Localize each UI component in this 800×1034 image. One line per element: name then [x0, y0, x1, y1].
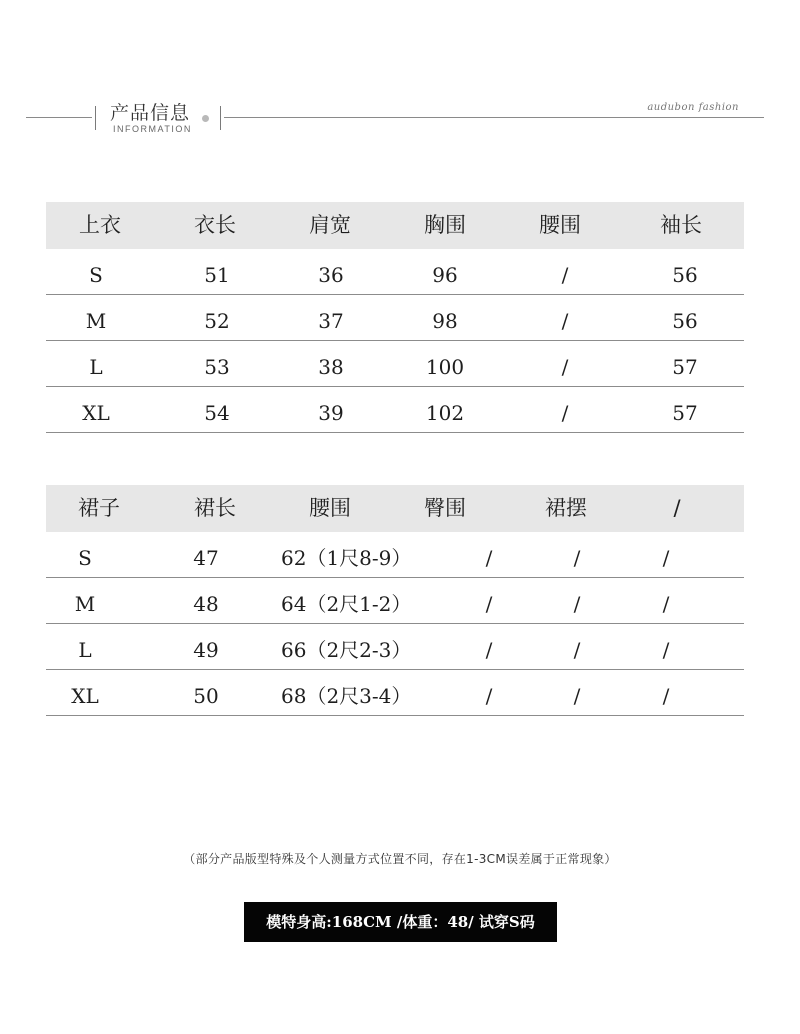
- top-table-cell: /: [561, 355, 569, 379]
- skirt-table-cell: 68（2尺3-4）: [281, 684, 412, 708]
- top-table-cell: 54: [204, 401, 230, 425]
- top-table-cell: 36: [318, 263, 344, 287]
- top-header-cell: 胸围: [424, 213, 466, 237]
- top-table-cell: XL: [82, 401, 110, 425]
- header-divider-left: [95, 106, 96, 130]
- top-table-cell: L: [89, 355, 103, 379]
- skirt-table-cell: /: [573, 546, 581, 570]
- top-table-cell: 102: [425, 401, 465, 425]
- top-table-cell: S: [89, 263, 103, 287]
- header-divider-right: [220, 106, 221, 130]
- skirt-table-cell: M: [74, 592, 96, 616]
- skirt-table-cell: S: [78, 546, 92, 570]
- skirt-table-cell: /: [573, 684, 581, 708]
- skirt-header-cell: 裙摆: [545, 496, 587, 520]
- skirt-table-cell: XL: [71, 684, 99, 708]
- top-header-cell: 袖长: [660, 213, 702, 237]
- skirt-table-cell: /: [573, 638, 581, 662]
- top-table-cell: 53: [204, 355, 230, 379]
- top-table-row: [46, 341, 744, 387]
- skirt-table-cell: /: [662, 638, 670, 662]
- skirt-table-body: [46, 532, 744, 716]
- top-table-header: [46, 202, 744, 249]
- top-table-cell: 96: [432, 263, 458, 287]
- skirt-table-row: [46, 624, 744, 670]
- skirt-table-header: [46, 485, 744, 532]
- top-table-cell: M: [85, 309, 107, 333]
- skirt-table-cell: 47: [193, 546, 219, 570]
- top-table-row: [46, 295, 744, 341]
- skirt-table-cell: 62（1尺8-9）: [281, 546, 412, 570]
- header-rule-right: [224, 117, 764, 118]
- top-table-cell: 38: [318, 355, 344, 379]
- skirt-header-cell: 裙长: [194, 496, 236, 520]
- skirt-header-cell: /: [673, 496, 681, 520]
- measurement-note: （部分产品版型特殊及个人测量方式位置不同，存在1-3CM误差属于正常现象）: [183, 852, 617, 866]
- skirt-table-cell: /: [573, 592, 581, 616]
- top-table-body: [46, 249, 744, 433]
- skirt-header-cell: 臀围: [424, 496, 466, 520]
- skirt-table-cell: 66（2尺2-3）: [281, 638, 412, 662]
- top-table-cell: /: [561, 309, 569, 333]
- top-header-cell: 腰围: [539, 213, 581, 237]
- top-table-row: [46, 387, 744, 433]
- header-title: 产品信息: [110, 102, 191, 124]
- skirt-table-cell: /: [485, 546, 493, 570]
- skirt-table-row: [46, 532, 744, 578]
- skirt-table-cell: 64（2尺1-2）: [281, 592, 412, 616]
- model-info-banner: 模特身高:168CM /体重：48/ 试穿S码: [244, 902, 557, 942]
- top-table-cell: 39: [318, 401, 344, 425]
- top-header-cell: 肩宽: [309, 213, 351, 237]
- top-table-cell: /: [561, 401, 569, 425]
- skirt-table-cell: /: [485, 638, 493, 662]
- top-header-cell: 衣长: [194, 213, 236, 237]
- top-table-cell: 100: [425, 355, 465, 379]
- top-table-cell: 57: [672, 355, 698, 379]
- skirt-size-table: [46, 485, 744, 716]
- skirt-table-cell: /: [485, 592, 493, 616]
- section-header: [0, 100, 800, 140]
- skirt-table-cell: /: [662, 684, 670, 708]
- top-header-cell: 上衣: [79, 213, 121, 237]
- skirt-table-cell: 49: [193, 638, 219, 662]
- header-title-group: [110, 102, 210, 135]
- top-size-table: [46, 202, 744, 433]
- top-table-cell: 51: [204, 263, 230, 287]
- skirt-table-cell: 50: [193, 684, 219, 708]
- header-dot-icon: [202, 115, 209, 122]
- brand-script-text: audubon fashion: [644, 102, 742, 113]
- skirt-header-cell: 裙子: [78, 496, 120, 520]
- header-subtitle: INFORMATION: [113, 124, 192, 134]
- top-table-cell: 98: [432, 309, 458, 333]
- skirt-table-cell: /: [485, 684, 493, 708]
- skirt-table-cell: /: [662, 592, 670, 616]
- skirt-header-cell: 腰围: [309, 496, 351, 520]
- top-table-cell: 57: [672, 401, 698, 425]
- skirt-table-cell: L: [78, 638, 92, 662]
- skirt-table-row: [46, 578, 744, 624]
- top-table-cell: 56: [672, 309, 698, 333]
- top-table-cell: 52: [204, 309, 230, 333]
- skirt-table-row: [46, 670, 744, 716]
- top-table-cell: 37: [318, 309, 344, 333]
- header-rule-left: [26, 117, 92, 118]
- skirt-table-cell: 48: [193, 592, 219, 616]
- top-table-row: [46, 249, 744, 295]
- skirt-table-cell: /: [662, 546, 670, 570]
- top-table-cell: 56: [672, 263, 698, 287]
- top-table-cell: /: [561, 263, 569, 287]
